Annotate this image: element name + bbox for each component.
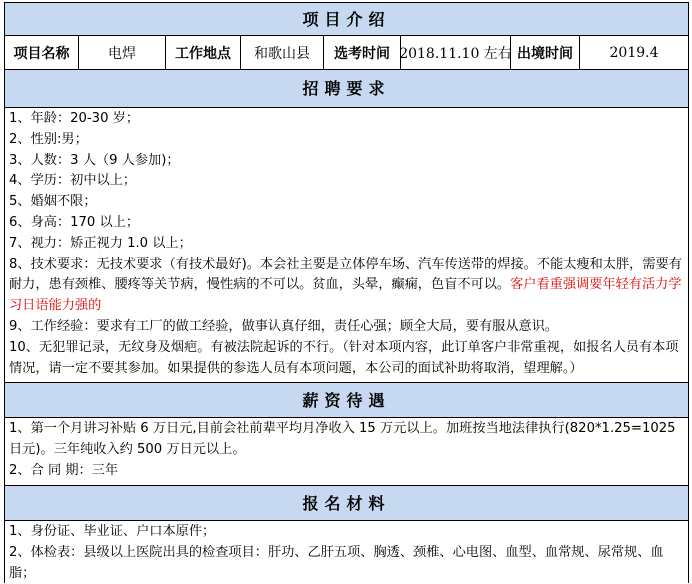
recruitment-sheet (4, 2, 689, 583)
selection-time-value: 2018.11.10 左右 (401, 36, 511, 69)
materials-body (5, 521, 688, 583)
salary-item: 1、第一个月讲习补贴 6 万日元,目前会社前辈平均月净收入 15 万元以上。加班按当地法律执行(820*1.25=1025 日元)。三年纯收入约 500 万日元以上。 (9, 421, 676, 457)
client-emphasis-note: 客户看重强调要年轻有活力学习日语能力强的 (9, 277, 682, 314)
project-info-row (5, 36, 688, 70)
work-location-label: 工作地点 (166, 36, 241, 69)
requirement-item: 7、视力：矫正视力 1.0 以上； (9, 235, 192, 251)
requirement-item: 6、身高：170 以上； (9, 214, 140, 230)
departure-time-label: 出境时间 (511, 36, 580, 69)
requirement-item: 3、人数：3 人（9 人参加)； (9, 152, 180, 168)
requirements-body (5, 108, 688, 382)
material-item: 2、体检表：县级以上医院出具的检查项目：肝功、乙肝五项、胸透、颈椎、心电图、血型、血常规、尿常规、血脂； (9, 544, 664, 581)
requirement-item: 2、性别:男； (9, 131, 88, 147)
materials-header (5, 485, 688, 521)
requirements-title: 招聘要求 (302, 79, 391, 98)
requirements-header (5, 70, 688, 108)
requirement-item-technical (9, 255, 684, 317)
work-location-value: 和歌山县 (241, 36, 324, 69)
material-item: 1、身份证、毕业证、户口本原件； (9, 524, 216, 539)
requirement-item-criminal-record: 10、无犯罪记录，无纹身及烟疤。有被法院起诉的不行。（针对本项内容，此订单客户非常重视，如报名人员有本项情况，请一定不要其参加。如果提供的参选人员有本项问题，本公司的面试补助将取消，望理解。） (9, 339, 679, 376)
project-name-value: 电焊 (79, 36, 166, 69)
salary-header (5, 382, 688, 418)
requirement-item-experience: 9、工作经验：要求有工厂的做工经验，做事认真仔细，责任心强；顾全大局，要有服从意识。 (9, 318, 559, 334)
requirement-item: 4、学历：初中以上； (9, 173, 137, 189)
salary-item: 2、合 同 期：三年 (9, 462, 119, 478)
technical-requirement-text: 8、技术要求：无技术要求（有技术最好)。本会社主要是立体停车场、汽车传送带的焊接。不能太瘦和太胖，需要有耐力，患有颈椎、腰疼等关节病，慢性病的不可以。贫血，头晕，癫痫，色盲不可以。 (9, 256, 682, 293)
departure-time-value: 2019.4 (609, 44, 659, 61)
requirement-item: 1、年龄：20-30 岁； (9, 111, 140, 126)
selection-time-label: 选考时间 (324, 36, 401, 69)
salary-title: 薪资待遇 (302, 391, 391, 410)
materials-title: 报名材料 (302, 494, 391, 513)
project-name-label: 项目名称 (5, 36, 79, 69)
salary-body (5, 418, 688, 485)
requirement-item: 5、婚姻不限； (9, 194, 97, 210)
project-intro-header (5, 2, 688, 36)
project-intro-title: 项目介绍 (302, 10, 391, 29)
